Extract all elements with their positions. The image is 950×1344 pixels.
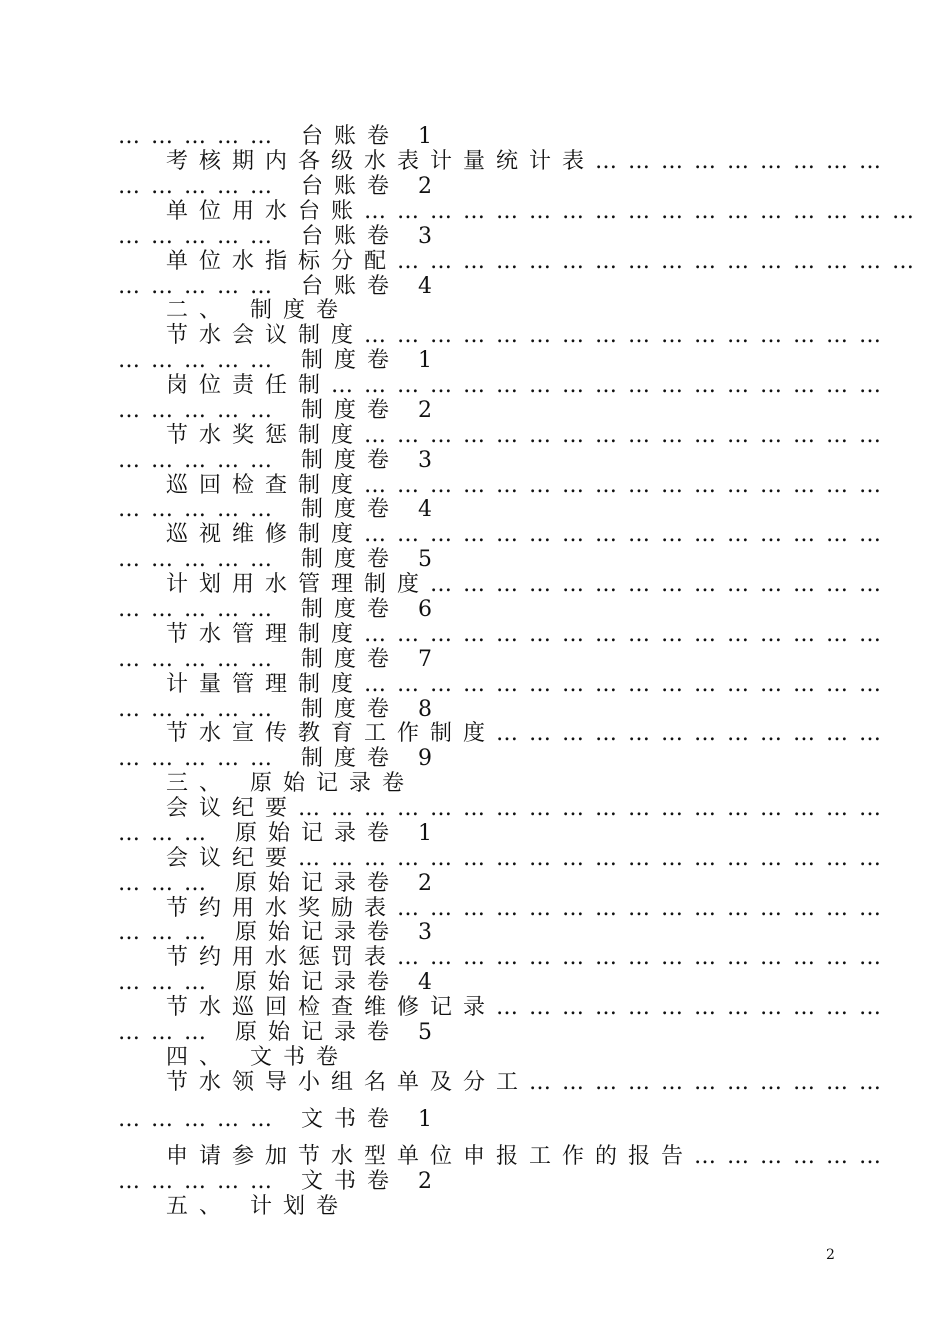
toc-line: 单位水指标分配………………………………………… (166, 249, 926, 274)
page-number: 2 (826, 1247, 835, 1263)
toc-line: 节水管理制度………………………………………… (166, 622, 893, 647)
toc-line: …………… 制度卷 9 (118, 746, 443, 771)
toc-line: …………… 制度卷 6 (118, 597, 443, 622)
toc-line: …………… 制度卷 8 (118, 697, 443, 722)
toc-line: 计划用水管理制度…………………………………… (166, 572, 893, 597)
toc-line: 节水宣传教育工作制度……………………………… (166, 721, 893, 746)
toc-line: 单位用水台账…………………………………………… (166, 199, 926, 224)
toc-line: 节水巡回检查维修记录……………………………… (166, 995, 893, 1020)
toc-line: …………… 制度卷 3 (118, 448, 443, 473)
toc-line: 节约用水惩罚表……………………………………… (166, 945, 893, 970)
toc-line: …………… 台账卷 4 (118, 274, 443, 299)
toc-line: 申请参加节水型单位申报工作的报告……………… (166, 1144, 893, 1169)
toc-line: 节水领导小组名单及分工…………………………… (166, 1070, 893, 1095)
toc-line: …………… 台账卷 1 (118, 124, 443, 149)
toc-line: 会议纪要……………………………………………… (166, 796, 893, 821)
section-heading: 四、 文书卷 (166, 1045, 349, 1070)
toc-line: ……… 原始记录卷 3 (118, 920, 443, 945)
toc-line: ……… 原始记录卷 2 (118, 871, 443, 896)
toc-line: 岗位责任制…………………………………………… (166, 373, 893, 398)
toc-line: …………… 台账卷 2 (118, 174, 443, 199)
toc-line: 节约用水奖励表……………………………………… (166, 896, 893, 921)
toc-line: 巡回检查制度………………………………………… (166, 473, 893, 498)
toc-line: ……… 原始记录卷 1 (118, 821, 443, 846)
toc-line: …………… 文书卷 1 (118, 1107, 443, 1132)
toc-line: …………… 制度卷 1 (118, 348, 443, 373)
toc-line: 节水会议制度………………………………………… (166, 323, 893, 348)
toc-line: 计量管理制度………………………………………… (166, 672, 893, 697)
toc-line: 会议纪要……………………………………………… (166, 846, 893, 871)
toc-line: …………… 制度卷 7 (118, 647, 443, 672)
toc-line: …………… 文书卷 2 (118, 1169, 443, 1194)
toc-line: 节水奖惩制度………………………………………… (166, 423, 893, 448)
toc-line: …………… 制度卷 5 (118, 547, 443, 572)
toc-line: ……… 原始记录卷 4 (118, 970, 443, 995)
toc-line: 巡视维修制度………………………………………… (166, 522, 893, 547)
section-heading: 二、 制度卷 (166, 298, 349, 323)
toc-line: …………… 台账卷 3 (118, 224, 443, 249)
toc-line: 考核期内各级水表计量统计表……………………… (166, 149, 893, 174)
toc-line: ……… 原始记录卷 5 (118, 1020, 443, 1045)
toc-line: …………… 制度卷 2 (118, 398, 443, 423)
toc-line: …………… 制度卷 4 (118, 497, 443, 522)
section-heading: 五、 计划卷 (166, 1194, 349, 1219)
section-heading: 三、 原始记录卷 (166, 771, 415, 796)
